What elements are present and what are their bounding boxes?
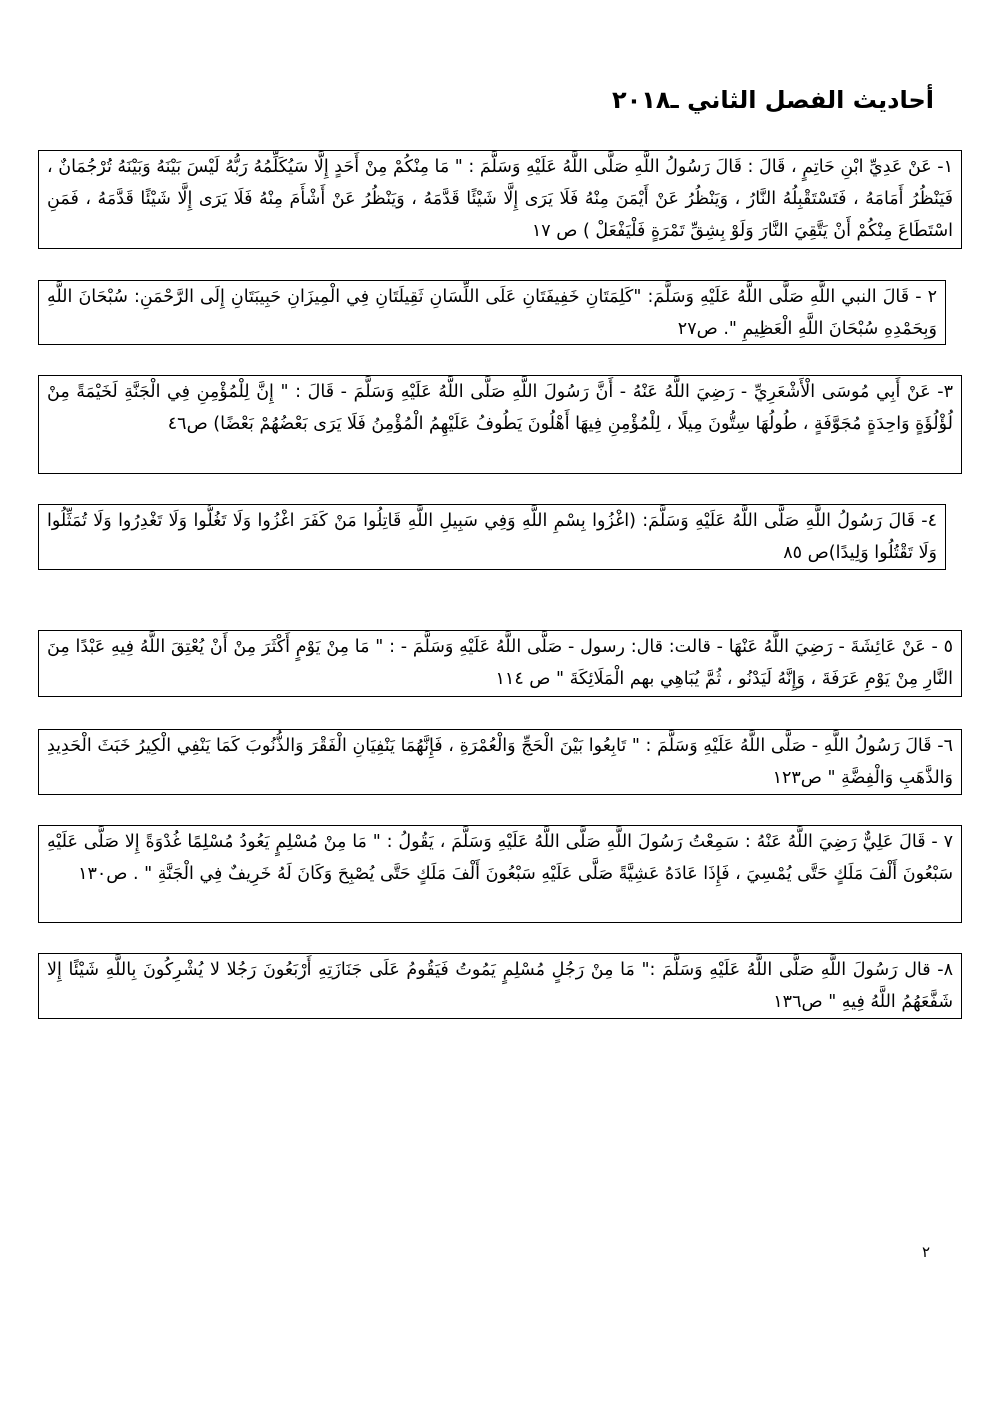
page-number: ٢ [922,1243,931,1261]
hadith-box-5 [38,630,962,697]
hadith-text-5: ٥ - عَنْ عَائِشَةَ - رَضِيَ اللَّهُ عَنْهَا - قالت: قال: رسول - صَلَّى اللَّهُ عَلَيْهِ وَسَلَّمَ - : " مَا مِنْ يَوْمٍ أَكْثَرَ مِنْ أَنْ يُعْتِقَ اللَّهُ فِيهِ عَبْدًا مِنَ النَّارِ مِنْ يَوْمِ عَرَفَةَ ، وَإِنَّهُ لَيَدْنُو ، ثُمَّ يُبَاهِي بهم الْمَلَائِكَةَ " ص ١١٤ [47,637,953,689]
hadith-text-2: ٢ - قَالَ النبي اللَّهِ صَلَّى اللَّهُ عَلَيْهِ وَسَلَّمَ: "كَلِمَتَانِ خَفِيفَتَانِ عَلَى اللِّسَانِ ثَقِيلَتَانِ فِي الْمِيزَانِ حَبِيبَتَانِ إِلَى الرَّحْمَنِ: سُبْحَانَ اللَّهِ وَبِحَمْدِهِ سُبْحَانَ اللَّهِ الْعَظِيمِ ". ص٢٧ [47,287,937,339]
hadith-box-1 [38,150,962,249]
hadith-text-8: ٨- قال رَسُولَ اللَّهِ صَلَّى اللَّهُ عَلَيْهِ وَسَلَّمَ :" مَا مِنْ رَجُلٍ مُسْلِمٍ يَمُوتُ فَيَقُومُ عَلَى جَنَازَتِهِ أَرْبَعُونَ رَجُلا لا يُشْرِكُونَ بِاللَّهِ شَيْئًا إِلا شَفَّعَهُمُ اللَّهُ فِيهِ " ص١٣٦ [47,960,953,1012]
hadith-text-1: ١- عَنْ عَدِيِّ ابْنِ حَاتِمٍ ، قَالَ : قَالَ رَسُولُ اللَّهِ صَلَّى اللَّهُ عَلَيْهِ وَسَلَّمَ : " مَا مِنْكُمْ مِنْ أَحَدٍ إِلَّا سَيُكَلِّمُهُ رَبُّهُ لَيْسَ بَيْنَهُ وَبَيْنَهُ تُرْجُمَانٌ ، فَيَنْظُرُ أَمَامَهُ ، فَتَسْتَقْبِلُهُ النَّارُ ، وَيَنْظُرُ عَنْ أَيْمَنَ مِنْهُ فَلَا يَرَى إِلَّا شَيْئًا قَدَّمَهُ ، وَيَنْظُرُ عَنْ أَشْأَمَ مِنْهُ فَلَا يَرَى إِلَّا شَيْئًا قَدَّمَهُ ، فَمَنِ اسْتَطَاعَ مِنْكُمْ أَنْ يَتَّقِيَ النَّارَ وَلَوْ بِشِقِّ تَمْرَةٍ فَلْيَفْعَلْ ) ص ١٧ [47,157,953,241]
hadith-text-7: ٧ - قَالَ عَلِيٌّ رَضِيَ اللَّهُ عَنْهُ : سَمِعْتُ رَسُولَ اللَّهِ صَلَّى اللَّهُ عَلَيْهِ وَسَلَّمَ ، يَقُولُ : " مَا مِنْ مُسْلِمٍ يَعُودُ مُسْلِمًا غُدْوَةً إِلا صَلَّى عَلَيْهِ سَبْعُونَ أَلْفَ مَلَكٍ حَتَّى يُمْسِيَ ، فَإِذَا عَادَهُ عَشِيَّةً صَلَّى عَلَيْهِ سَبْعُونَ أَلْفَ مَلَكٍ حَتَّى يُصْبِحَ وَكَانَ لَهُ خَرِيفٌ فِي الْجَنَّةِ " . ص١٣٠ [47,832,953,884]
hadith-box-4 [38,504,946,570]
hadith-box-7 [38,825,962,923]
hadith-box-2 [38,280,946,345]
hadith-text-3: ٣- عَنْ أَبِي مُوسَى الْأَشْعَرِيِّ - رَضِيَ اللَّهُ عَنْهُ - أَنَّ رَسُولَ اللَّهِ صَلَّى اللَّهُ عَلَيْهِ وَسَلَّمَ - قَالَ : " إِنَّ لِلْمُؤْمِنِ فِي الْجَنَّةِ لَخَيْمَةً مِنْ لُؤْلُؤَةٍ وَاحِدَةٍ مُجَوَّفَةٍ ، طُولُهَا سِتُّونَ مِيلًا ، لِلْمُؤْمِنِ فِيهَا أَهْلُونَ يَطُوفُ عَلَيْهِمُ الْمُؤْمِنُ فَلَا يَرَى بَعْضُهُمْ بَعْضًا) ص٤٦ [47,382,953,434]
hadith-box-3 [38,375,962,474]
hadith-box-8 [38,953,962,1019]
page-title: أحاديث الفصل الثاني ـ٢٠١٨ [611,86,934,114]
hadith-box-6 [38,729,962,795]
hadith-text-6: ٦- قَالَ رَسُولُ اللَّهِ - صَلَّى اللَّهُ عَلَيْهِ وَسَلَّمَ : " تَابِعُوا بَيْنَ الْحَجِّ وَالْعُمْرَةِ ، فَإِنَّهُمَا يَنْفِيَانِ الْفَقْرَ وَالذُّنُوبَ كَمَا يَنْفِي الْكِيرُ خَبَثَ الْحَدِيدِ وَالذَّهَبِ وَالْفِضَّةِ " ص١٢٣ [47,736,953,788]
hadith-text-4: ٤- قَالَ رَسُولُ اللَّهِ صَلَّى اللَّهُ عَلَيْهِ وَسَلَّمَ: (اغْزُوا بِسْمِ اللَّهِ وَفِي سَبِيلِ اللَّهِ قَاتِلُوا مَنْ كَفَرَ اغْزُوا وَلَا تَغُلُّوا وَلَا تَغْدِرُوا وَلَا تُمَثِّلُوا وَلَا تَقْتُلُوا وَلِيدًا)ص ٨٥ [47,511,937,563]
